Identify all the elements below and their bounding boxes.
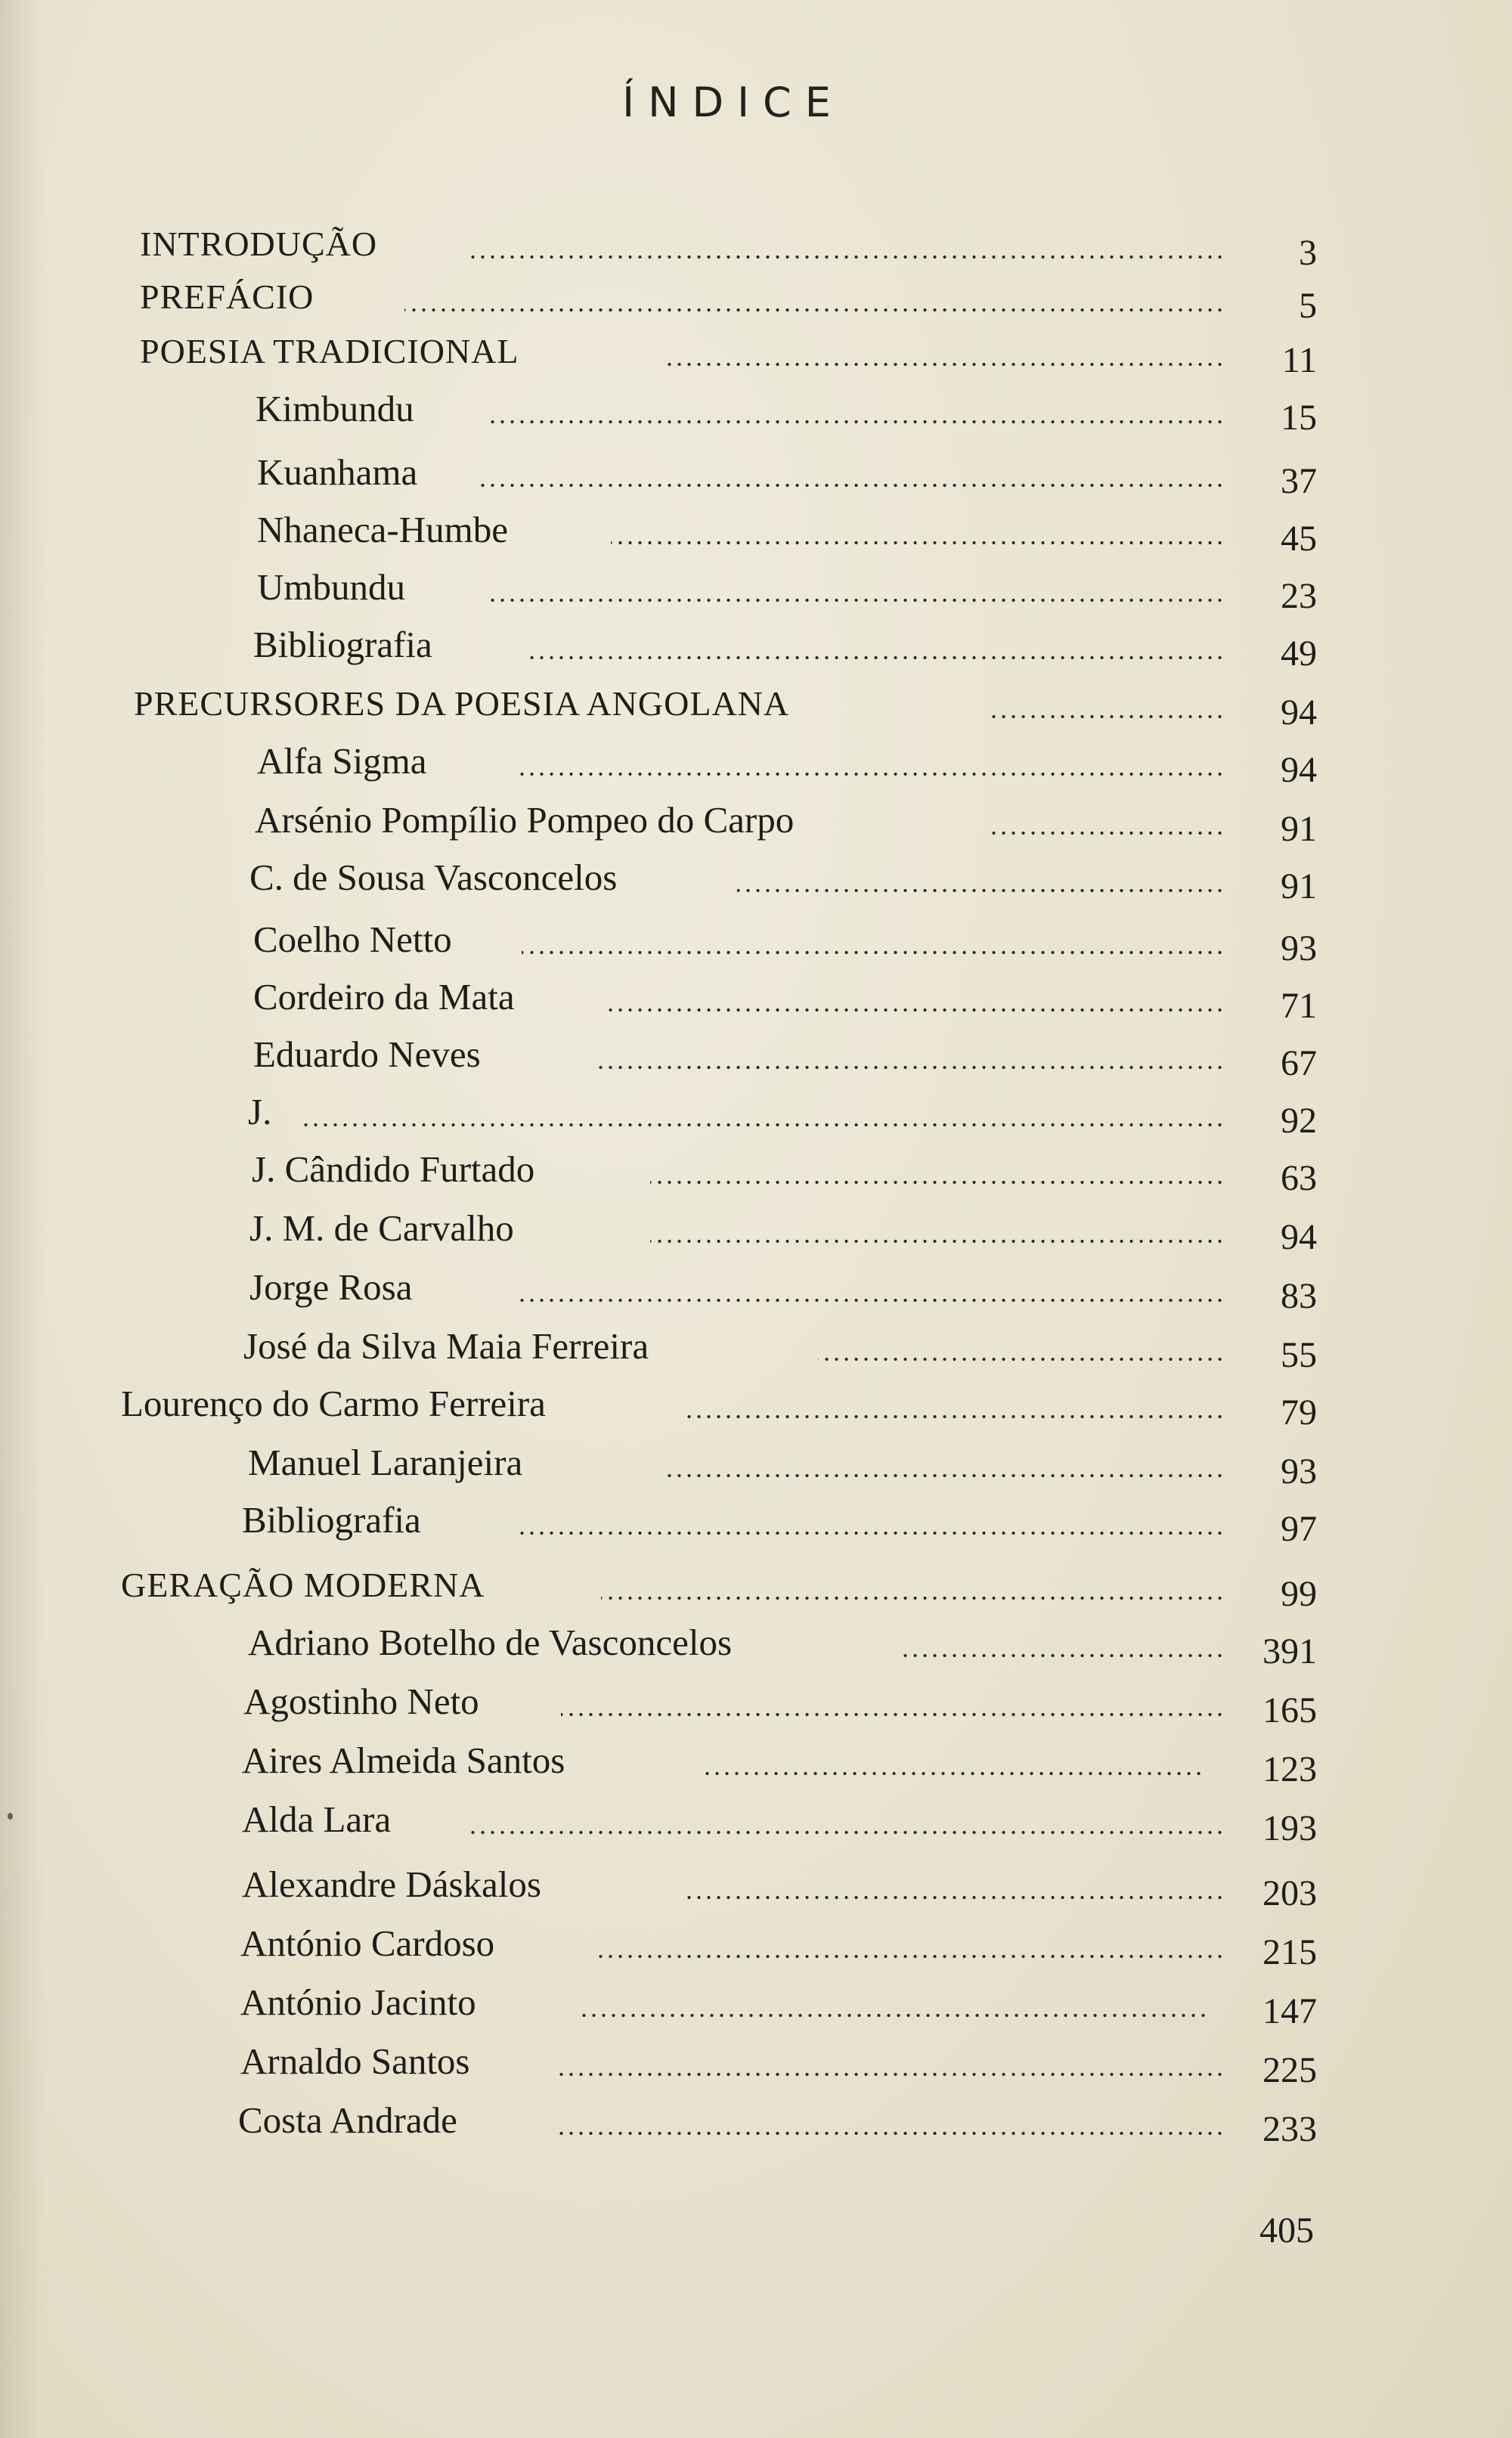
leader-dots <box>525 655 1225 661</box>
leader-dots <box>475 482 1225 488</box>
toc-entry <box>0 506 1512 559</box>
toc-entry-label: Arsénio Pompílio Pompeo do Carpo <box>255 799 795 841</box>
leader-dots <box>522 949 1225 956</box>
toc-entry <box>0 1920 1512 1973</box>
leader-dots <box>605 1007 1225 1013</box>
toc-entry <box>0 1380 1512 1433</box>
leader-dots <box>818 1356 1225 1362</box>
toc-entry-label: Lourenço do Carmo Ferreira <box>121 1383 546 1424</box>
toc-entry <box>0 1031 1512 1084</box>
toc-entry <box>0 621 1512 674</box>
toc-entry <box>0 1264 1512 1317</box>
leader-dots <box>404 307 1225 313</box>
toc-entry-page: 63 <box>1281 1158 1317 1198</box>
toc-entry-page: 203 <box>1263 1873 1317 1913</box>
toc-entry-label: Agostinho Neto <box>243 1681 479 1722</box>
leader-dots <box>699 1770 1204 1777</box>
toc-entry-label: Arnaldo Santos <box>240 2040 470 2082</box>
toc-entry-page: 391 <box>1263 1631 1317 1671</box>
toc-section-poesia-tradicional <box>0 328 1512 381</box>
leader-dots <box>684 1894 1225 1901</box>
toc-entry-page: 83 <box>1281 1276 1317 1316</box>
toc-entry <box>0 1796 1512 1849</box>
toc-entry-label: Alexandre Dáskalos <box>242 1863 541 1905</box>
leader-dots <box>488 419 1225 425</box>
toc-entry-label: POESIA TRADICIONAL <box>140 332 519 370</box>
toc-entry-page: 94 <box>1281 1217 1317 1257</box>
toc-entry-label: Manuel Laranjeira <box>248 1442 523 1483</box>
leader-dots <box>299 1122 1225 1128</box>
leader-dots <box>611 540 1225 546</box>
leader-dots <box>989 830 1225 836</box>
toc-entry <box>0 386 1512 438</box>
toc-entry-page: 97 <box>1281 1509 1317 1549</box>
toc-entry-page: 5 <box>1299 286 1317 326</box>
toc-entry-label: Bibliografia <box>242 1499 421 1541</box>
toc-entry-page: 11 <box>1281 340 1317 380</box>
toc-entry-label: José da Silva Maia Ferreira <box>243 1325 649 1367</box>
toc-entry-page: 165 <box>1263 1690 1317 1730</box>
toc-entry-page: 225 <box>1263 2050 1317 2090</box>
toc-entry <box>0 738 1512 791</box>
leader-dots <box>578 2012 1208 2018</box>
toc-entry-label: Kuanhama <box>257 451 418 493</box>
leader-dots <box>737 888 1225 894</box>
toc-entry <box>0 854 1512 907</box>
toc-entry <box>0 2097 1512 2150</box>
toc-entry-page: 193 <box>1263 1808 1317 1848</box>
leader-dots <box>990 714 1225 720</box>
leader-dots <box>558 2071 1225 2077</box>
leader-dots <box>561 1712 1225 1718</box>
toc-entry-label: PRECURSORES DA POESIA ANGOLANA <box>134 684 790 723</box>
toc-entry-label: Jorge Rosa <box>249 1266 413 1308</box>
toc-entry-label: António Jacinto <box>240 1981 476 2023</box>
toc-entry-label: Eduardo Neves <box>253 1033 481 1075</box>
page-number: 405 <box>1259 2210 1314 2251</box>
toc-entry-page: 147 <box>1263 1991 1317 2031</box>
toc-entry-page: 233 <box>1263 2109 1317 2149</box>
toc-entry-label: J. Cândido Furtado <box>252 1148 535 1190</box>
toc-entry-page: 91 <box>1281 809 1317 849</box>
toc-section-introducao <box>0 221 1512 274</box>
toc-entry <box>0 1497 1512 1550</box>
toc-entry-label: C. de Sousa Vasconcelos <box>249 857 618 898</box>
toc-entry-label: Cordeiro da Mata <box>253 976 515 1018</box>
leader-dots <box>514 771 1225 777</box>
toc-entry <box>0 1737 1512 1790</box>
toc-entry <box>0 797 1512 850</box>
toc-entry <box>0 564 1512 617</box>
toc-entry-page: 93 <box>1281 928 1317 968</box>
toc-entry-label: Alda Lara <box>242 1798 392 1840</box>
leader-dots <box>650 1179 1225 1185</box>
leader-dots <box>597 1064 1225 1070</box>
toc-entry <box>0 1089 1512 1142</box>
toc-entry-page: 93 <box>1281 1451 1317 1492</box>
leader-dots <box>684 1414 1225 1420</box>
toc-entry-label: Nhaneca-Humbe <box>257 509 508 550</box>
toc-entry <box>0 449 1512 502</box>
leader-dots <box>518 1530 1225 1536</box>
toc-entry-page: 123 <box>1263 1749 1317 1789</box>
toc-entry <box>0 1979 1512 2032</box>
toc-entry-page: 94 <box>1281 692 1317 733</box>
toc-entry-label: Coelho Netto <box>253 919 452 960</box>
toc-entry <box>0 916 1512 969</box>
toc-entry-label: Kimbundu <box>256 388 414 429</box>
toc-entry-page: 67 <box>1281 1043 1317 1083</box>
toc-entry <box>0 1205 1512 1258</box>
toc-entry <box>0 1619 1512 1672</box>
toc-entry-page: 3 <box>1299 233 1317 273</box>
toc-entry-page: 49 <box>1281 634 1317 674</box>
toc-entry-page: 92 <box>1281 1101 1317 1141</box>
toc-entry-label: António Cardoso <box>240 1922 495 1964</box>
toc-entry-label: J. M. de Carvalho <box>249 1207 514 1249</box>
toc-entry-label: Aires Almeida Santos <box>242 1739 565 1781</box>
toc-entry-page: 215 <box>1263 1932 1317 1972</box>
toc-entry-page: 94 <box>1281 750 1317 790</box>
toc-entry <box>0 1146 1512 1199</box>
leader-dots <box>650 1238 1225 1244</box>
leader-dots <box>488 597 1225 603</box>
toc-entry <box>0 974 1512 1027</box>
toc-entry-label: PREFÁCIO <box>140 277 314 316</box>
toc-entry-page: 23 <box>1281 576 1317 616</box>
toc-entry-page: 45 <box>1281 519 1317 559</box>
toc-entry-page: 91 <box>1281 866 1317 906</box>
toc-entry-page: 99 <box>1281 1574 1317 1614</box>
toc-entry-label: Adriano Botelho de Vasconcelos <box>248 1622 733 1663</box>
toc-section-prefacio <box>0 274 1512 327</box>
toc-entry <box>0 1861 1512 1914</box>
toc-entry-label: Bibliografia <box>253 624 432 665</box>
toc-entry-label: INTRODUÇÃO <box>140 225 378 263</box>
toc-entry <box>0 1439 1512 1492</box>
toc-entry-label: Alfa Sigma <box>257 740 427 782</box>
leader-dots <box>593 1953 1225 1959</box>
leader-dots <box>601 1595 1225 1601</box>
leader-dots <box>469 1829 1225 1835</box>
leader-dots <box>467 254 1225 260</box>
toc-entry-page: 37 <box>1281 461 1317 501</box>
page-title-text: ÍNDICE <box>622 79 844 126</box>
toc-entry-label: GERAÇÃO MODERNA <box>121 1566 485 1604</box>
toc-section-precursores <box>0 680 1512 733</box>
toc-entry-page: 79 <box>1281 1392 1317 1433</box>
toc-entry-label: J. <box>248 1091 272 1132</box>
toc-entry <box>0 1323 1512 1376</box>
toc-entry-page: 55 <box>1281 1335 1317 1375</box>
toc-entry-page: 15 <box>1281 398 1317 438</box>
toc-entry <box>0 2038 1512 2091</box>
toc-entry-label: Costa Andrade <box>238 2099 457 2141</box>
toc-section-geracao-moderna <box>0 1562 1512 1615</box>
leader-dots <box>662 1473 1225 1479</box>
toc-entry-page: 71 <box>1281 986 1317 1026</box>
toc-entry-label: Umbundu <box>257 566 405 608</box>
leader-dots <box>664 361 1225 367</box>
leader-dots <box>901 1653 1225 1659</box>
leader-dots <box>514 1297 1225 1303</box>
leader-dots <box>556 2130 1225 2136</box>
toc-entry <box>0 1678 1512 1731</box>
